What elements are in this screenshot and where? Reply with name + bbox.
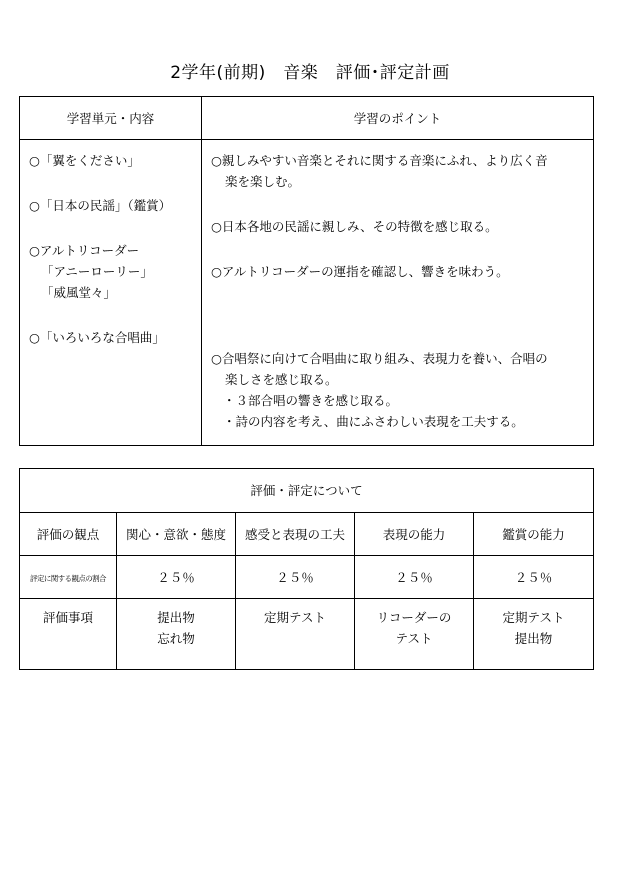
items-line: 忘れ物	[157, 631, 195, 646]
viewpoint-label: 評価の観点	[20, 513, 117, 556]
evaluation-table	[19, 468, 594, 670]
unit-cell	[20, 140, 202, 446]
items-cell	[236, 599, 355, 670]
ratio-cell: ２５％	[117, 556, 236, 599]
evaluation-caption-row	[20, 469, 594, 513]
plan-body-row	[20, 140, 594, 446]
items-cell	[355, 599, 474, 670]
points-cell	[202, 140, 594, 446]
unit-item: ○「翼をください」	[29, 153, 140, 168]
items-line: 定期テスト	[502, 610, 565, 625]
point-item: ○日本各地の民謡に親しみ、その特徴を感じ取る。	[211, 219, 498, 234]
viewpoint-row	[20, 513, 594, 556]
evaluation-caption: 評価・評定について	[20, 469, 594, 513]
items-cell	[117, 599, 236, 670]
items-line: リコーダーの	[376, 610, 452, 625]
point-continuation: 楽しさを感じ取る。	[225, 372, 338, 387]
items-line: 定期テスト	[263, 610, 326, 625]
ratio-label: 評定に関する観点の割合	[30, 573, 106, 583]
point-bullet: ・３部合唱の響きを感じ取る。	[223, 393, 399, 408]
ratio-label-cell	[20, 556, 117, 599]
ratio-cell: ２５％	[236, 556, 355, 599]
ratio-cell: ２５％	[355, 556, 474, 599]
points-column-header: 学習のポイント	[202, 97, 594, 140]
point-continuation: 楽を楽しむ。	[225, 174, 301, 189]
page-title: 2学年(前期) 音楽 評価･評定計画	[170, 63, 450, 83]
viewpoint-cell: 関心・意欲・態度	[117, 513, 236, 556]
viewpoint-cell: 鑑賞の能力	[474, 513, 594, 556]
items-line: 提出物	[157, 610, 195, 625]
unit-column-header: 学習単元・内容	[20, 97, 202, 140]
items-label: 評価事項	[20, 599, 117, 670]
unit-list	[20, 140, 201, 348]
viewpoint-cell: 感受と表現の工夫	[236, 513, 355, 556]
items-line: テスト	[395, 631, 433, 646]
plan-header-row	[20, 97, 594, 140]
ratio-row	[20, 556, 594, 599]
unit-item: ○「いろいろな合唱曲」	[29, 330, 165, 345]
point-item: ○親しみやすい音楽とそれに関する音楽にふれ、より広く音	[211, 153, 548, 168]
study-plan-table	[19, 96, 594, 446]
unit-subitem: 「アニーローリー」	[41, 264, 153, 279]
viewpoint-cell: 表現の能力	[355, 513, 474, 556]
point-item: ○アルトリコーダーの運指を確認し、響きを味わう。	[211, 264, 509, 279]
items-cell	[474, 599, 594, 670]
ratio-cell: ２５％	[474, 556, 594, 599]
point-bullet: ・詩の内容を考え、曲にふさわしい表現を工夫する。	[223, 414, 524, 429]
unit-item: ○アルトリコーダー	[29, 243, 140, 258]
unit-subitem: 「威風堂々」	[41, 285, 117, 300]
items-line: 提出物	[514, 631, 553, 646]
unit-item: ○「日本の民謡」（鑑賞）	[29, 198, 172, 213]
point-item: ○合唱祭に向けて合唱曲に取り組み、表現力を養い、合唱の	[211, 351, 548, 366]
points-list	[202, 140, 593, 432]
evaluation-items-row	[20, 599, 594, 670]
